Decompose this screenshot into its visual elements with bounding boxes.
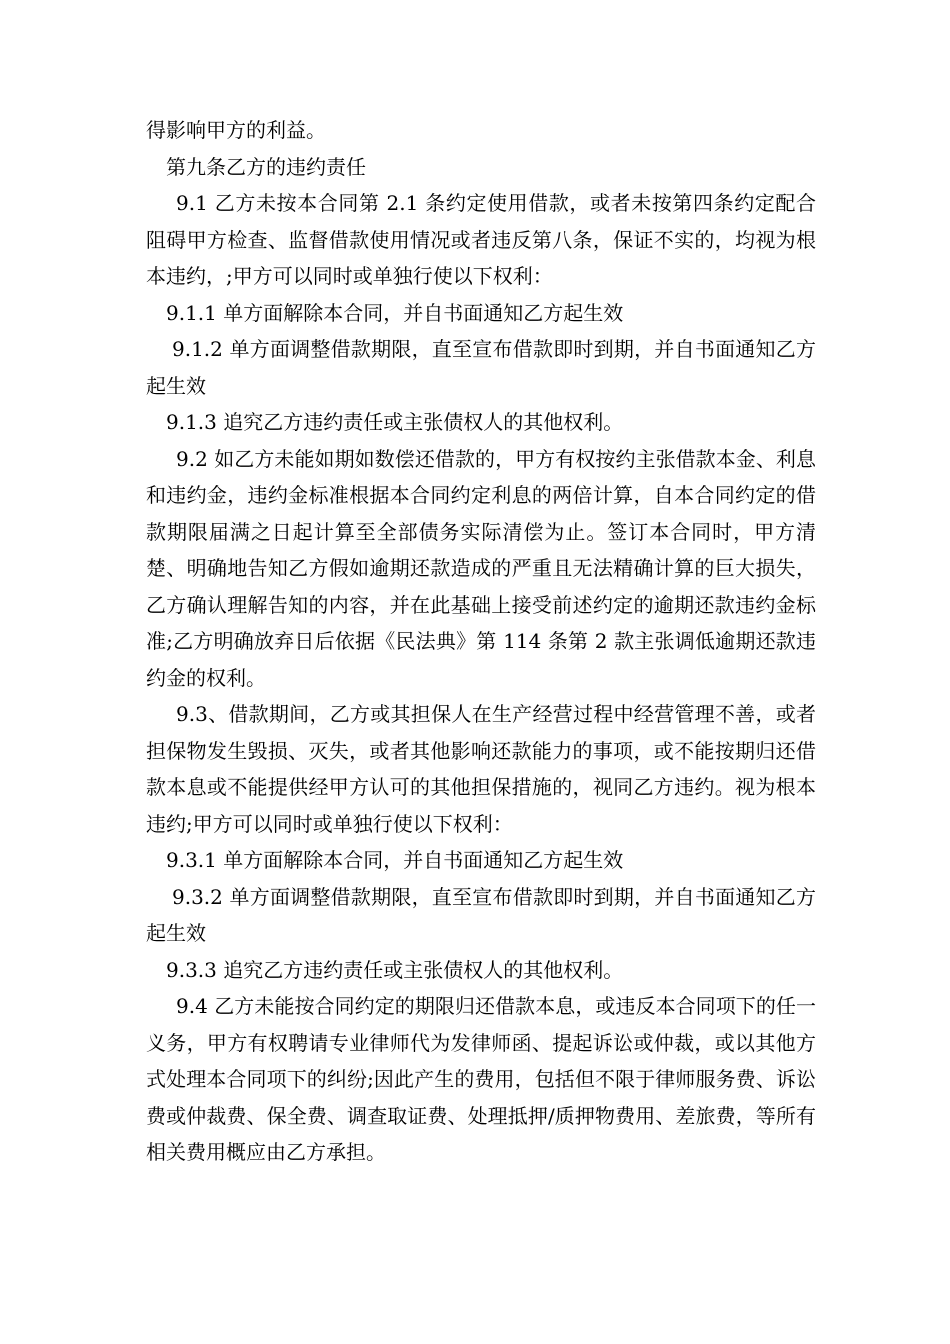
clause-9-3: 9.3、借款期间，乙方或其担保人在生产经营过程中经营管理不善，或者担保物发生毁损、灭失，或者其他影响还款能力的事项，或不能按期归还借款本息或不能提供经甲方认可的其他担保措施的，视同乙方违约。视为根本违约;甲方可以同时或单独行使以下权利： xyxy=(146,702,816,836)
clause-9-3-2: 9.3.2 单方面调整借款期限，直至宣布借款即时到期，并自书面通知乙方起生效 xyxy=(146,884,816,945)
clause-9-3-3: 9.3.3 追究乙方违约责任或主张债权人的其他权利。 xyxy=(166,957,624,982)
clause-9-1-2: 9.1.2 单方面调整借款期限，直至宣布借款即时到期，并自书面通知乙方起生效 xyxy=(146,337,816,398)
clause-9-2: 9.2 如乙方未能如期如数偿还借款的，甲方有权按约主张借款本金、利息和违约金，违约金标准根据本合同约定利息的两倍计算，自本合同约定的借款期限届满之日起计算至全部债务实际清偿为止。签订本合同时，甲方清楚、明确地告知乙方假如逾期还款造成的严重且无法精确计算的巨大损失，乙方确认理解告知的内容，并在此基础上接受前述约定的逾期还款违约金标准;乙方明确放弃日后依据《民法典》第 114 条第 2 款主张调低逾期还款违约金的权利。 xyxy=(146,446,816,690)
clause-9-1-1: 9.1.1 单方面解除本合同，并自书面通知乙方起生效 xyxy=(166,300,624,325)
clause-9-1: 9.1 乙方未按本合同第 2.1 条约定使用借款，或者未按第四条约定配合阻碍甲方检查、监督借款使用情况或者违反第八条，保证不实的，均视为根本违约，;甲方可以同时或单独行使以下权利： xyxy=(146,191,816,288)
clause-9-3-1: 9.3.1 单方面解除本合同，并自书面通知乙方起生效 xyxy=(166,848,624,872)
paragraph-continuation: 得影响甲方的利益。 xyxy=(146,118,326,142)
clause-9-4: 9.4 乙方未能按合同约定的期限归还借款本息，或违反本合同项下的任一义务，甲方有权聘请专业律师代为发律师函、提起诉讼或仲裁，或以其他方式处理本合同项下的纠纷;因此产生的费用，包括但不限于律师服务费、诉讼费或仲裁费、保全费、调查取证费、处理抵押/质押物费用、差旅费，等所有相关费用概应由乙方承担。 xyxy=(146,994,816,1164)
clause-9-1-3: 9.1.3 追究乙方违约责任或主张债权人的其他权利。 xyxy=(166,410,624,434)
document-body xyxy=(146,112,816,1171)
article-heading: 第九条乙方的违约责任 xyxy=(166,154,366,179)
